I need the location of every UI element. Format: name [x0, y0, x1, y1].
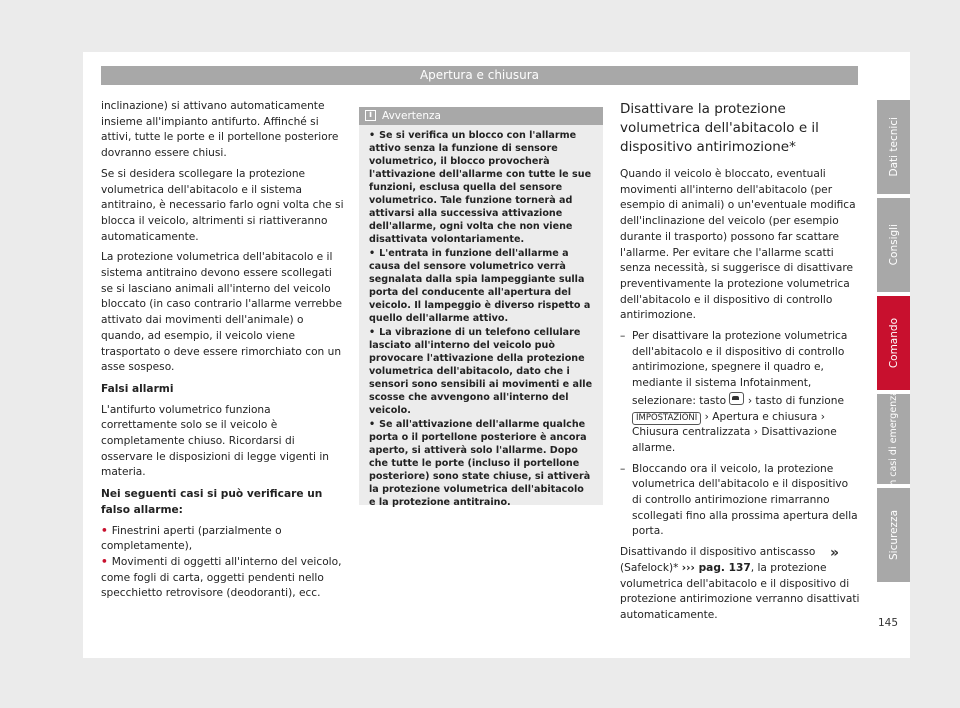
- paragraph: inclinazione) si attivano automaticamente insieme all'impianto antifurto. Affinché si attivi, tutte le porte e il portellone posteriore dovranno essere chiusi.: [101, 100, 339, 160]
- warning-item: • L'entrata in funzione dell'allarme a causa del sensore volumetrico verrà segnalata dalla spia lampeggiante sulla porta del conducente all'apertura del veicolo. Il lampeggio è diverso rispetto a quello dell'allarme attivo.: [369, 248, 591, 324]
- list-item: – Bloccando ora il veicolo, la protezione volumetrica dell'abitacolo e il dispositivo di controllo antirimozione rimarranno scollegati fino alla prossima apertura della porta.: [620, 462, 858, 538]
- car-key-icon: [729, 392, 744, 405]
- text-column-left: [101, 99, 345, 607]
- tab-in-casi-di-emergenza[interactable]: In casi di emergenza: [877, 394, 910, 484]
- paragraph: Se si desidera scollegare la protezione volumetrica dell'abitacolo e il sistema antitraino, è necessario farlo ogni volta che si blocca il veicolo, altrimenti si riattiveranno automaticamente.: [101, 167, 344, 243]
- bullet-icon: •: [101, 555, 108, 568]
- paragraph: La protezione volumetrica dell'abitacolo e il sistema antitraino devono essere scollegati se si lasciano animali all'interno del veicolo bloccato (in caso contrario l'allarme verrebbe attivato dai movimenti dell'animale) o quando, ad esempio, il veicolo viene trasportato o deve essere rimorchiato con un asse sospeso.: [101, 251, 342, 374]
- warning-item: • La vibrazione di un telefono cellulare lasciato all'interno del veicolo può provocare l'attivazione della protezione volumetrica dell'abitacolo, dato che i sensori sono sensibili ai movimenti e alle scosse che avvengono all'interno del veicolo.: [369, 327, 593, 416]
- paragraph: Quando il veicolo è bloccato, eventuali movimenti all'interno dell'abitacolo (per esempio di animali) o un'eventuale modifica dell'inclinazione del veicolo (per esempio durante il trasporto) possono far scattare l'allarme. Per evitare che l'allarme scatti senza necessità, si suggerisce di disattivare preventivamente la protezione volumetrica dell'abitacolo e il dispositivo di controllo antirimozione.: [620, 168, 856, 322]
- list-item: • Finestrini aperti (parzialmente o completamente),: [101, 524, 282, 553]
- bullet-icon: •: [101, 524, 108, 537]
- tab-dati-tecnici[interactable]: Dati tecnici: [877, 100, 910, 194]
- dash-icon: –: [620, 330, 626, 343]
- text-column-right: [620, 100, 860, 629]
- page-reference-link[interactable]: ››› pag. 137: [681, 561, 751, 574]
- list-item: – Per disattivare la protezione volumetrica dell'abitacolo e il dispositivo di controllo antirimozione, spegnere il quadro e, mediante il sistema Infotainment, selezionare: tasto › tasto di funzione IMPOSTAZIONI › Apertura e chiusura › Chiusura centralizzata › Disattivazione allarme.: [620, 330, 848, 454]
- warning-item: • Se si verifica un blocco con l'allarme attivo senza la funzione di sensore volumetrico, il blocco provocherà l'attivazione dell'allarme con tutte le sue funzioni, esclusa quella del sensore volumetrico. Tale funzione tornerà ad attivarsi alla successiva attivazione dell'allarme, ogni volta che non viene disattivata volontariamente.: [369, 130, 592, 245]
- section-title: Disattivare la protezione volumetrica dell'abitacolo e il dispositivo antirimozione*: [620, 101, 819, 155]
- tab-comando[interactable]: Comando: [877, 296, 910, 390]
- warning-header: [359, 107, 603, 125]
- list-item: • Movimenti di oggetti all'interno del veicolo, come fogli di carta, oggetti pendenti nello specchietto retrovisore (deodoranti), ecc.: [101, 555, 342, 600]
- warning-item: • Se all'attivazione dell'allarme qualche porta o il portellone posteriore è ancora aperto, si attiverà solo l'allarme. Dopo che tutte le porte (incluso il portellone posteriore) sono state chiuse, si attiverà la protezione volumetrica dell'abitacolo e la protezione antitraino.: [369, 419, 591, 508]
- tab-consigli[interactable]: Consigli: [877, 198, 910, 292]
- tab-sicurezza[interactable]: Sicurezza: [877, 488, 910, 582]
- page-number: 145: [878, 617, 899, 629]
- dash-icon: –: [620, 462, 626, 475]
- warning-body: [359, 125, 603, 509]
- subheading: Falsi allarmi: [101, 382, 174, 395]
- impostazioni-key: IMPOSTAZIONI: [632, 412, 701, 425]
- paragraph: L'antifurto volumetrico funziona correttamente solo se il veicolo è completamente chiuso. Ricordarsi di osservare le disposizioni di legge vigenti in materia.: [101, 403, 329, 479]
- continue-icon: »: [830, 545, 840, 561]
- page-header: Apertura e chiusura: [101, 66, 858, 85]
- warning-title: Avvertenza: [382, 110, 441, 122]
- info-icon: i: [365, 110, 376, 121]
- warning-box: [359, 107, 603, 508]
- paragraph-bold: Nei seguenti casi si può verificare un falso allarme:: [101, 488, 323, 516]
- paragraph: Disattivando il dispositivo antiscasso (Safelock)* ››› pag. 137, la protezione volumetrica dell'abitacolo e il dispositivo di protezione antirimozione verranno disattivati automaticamente.: [620, 546, 860, 621]
